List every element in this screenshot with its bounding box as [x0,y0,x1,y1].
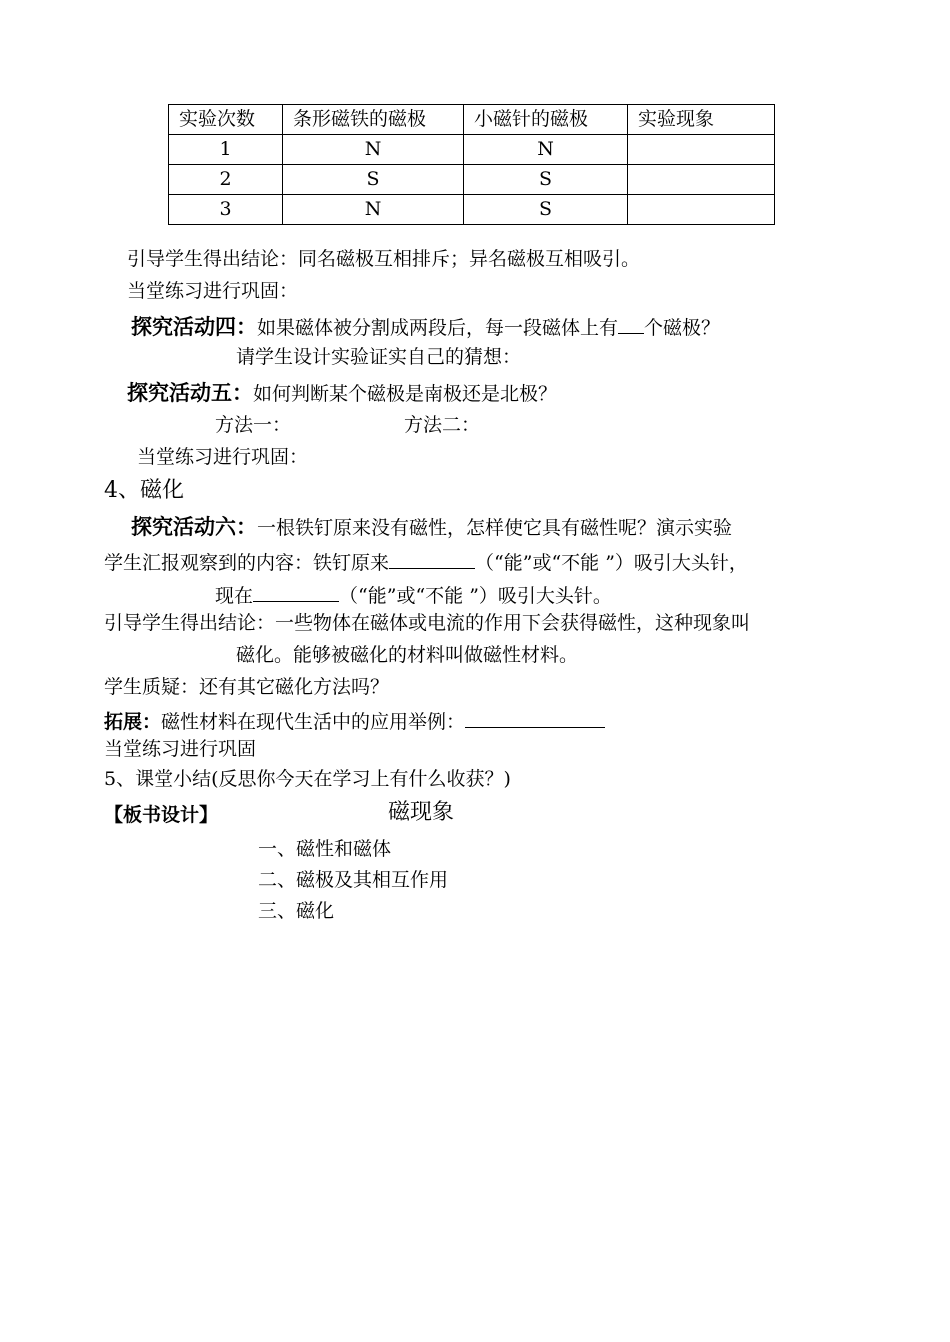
table-row [169,135,775,165]
practice-line: 当堂练习进行巩固： [137,446,309,468]
summary-line: 5、课堂小结(反思你今天在学习上有什么收获？) [104,768,511,790]
header-cell: 实验次数 [169,105,283,135]
header-cell: 小磁针的磁极 [464,105,628,135]
table-cell: 2 [169,165,283,195]
board-title: 磁现象 [388,800,455,825]
activity-four [131,314,720,338]
table-cell: N [283,135,464,165]
extend-label: 拓展： [104,711,162,733]
practice-line: 当堂练习进行巩固： [127,280,299,302]
table-cell [628,135,775,165]
now-text: 现在 [215,585,254,607]
table-cell [628,195,775,225]
report-line [104,549,748,573]
report-text-end: （“能”或“不能 ”）吸引大头针， [475,552,748,574]
conclusion-line: 引导学生得出结论：同名磁极互相排斥；异名磁极互相吸引。 [127,248,641,270]
report-text: 学生汇报观察到的内容：铁钉原来 [104,552,390,574]
activity-text-end: 个磁极？ [644,317,721,339]
experiment-table [168,104,775,225]
table-cell: S [464,195,628,225]
header-cell: 实验现象 [628,105,775,135]
header-cell: 条形磁铁的磁极 [283,105,464,135]
table-cell: S [464,165,628,195]
activity-label: 探究活动四： [131,314,257,339]
table-header-row [169,105,775,135]
board-item: 一、磁性和磁体 [258,838,392,860]
conclusion-line: 引导学生得出结论：一些物体在磁体或电流的作用下会获得磁性，这种现象叫 [104,612,751,634]
activity-text: 如果磁体被分割成两段后，每一段磁体上有 [257,317,619,339]
question-line: 学生质疑：还有其它磁化方法吗？ [104,676,390,698]
table-row [169,195,775,225]
extend-line [104,708,605,732]
method-two: 方法二： [404,414,481,436]
extend-text: 磁性材料在现代生活中的应用举例： [161,711,466,733]
table-row [169,165,775,195]
table-cell: 3 [169,195,283,225]
table-cell: N [283,195,464,225]
answer-blank [389,549,475,569]
board-item: 二、磁极及其相互作用 [258,869,449,891]
activity-six [131,516,732,538]
table-cell: 1 [169,135,283,165]
activity-label: 探究活动六： [131,514,257,539]
answer-blank [253,582,339,602]
section-heading: 4、磁化 [104,478,184,503]
table-cell: S [283,165,464,195]
activity-text: 一根铁钉原来没有磁性，怎样使它具有磁性呢？演示实验 [257,517,733,539]
activity-label: 探究活动五： [127,380,253,405]
table-cell [628,165,775,195]
now-line [215,582,612,606]
board-label: 【板书设计】 [104,804,219,826]
answer-blank [618,314,644,334]
activity-text: 如何判断某个磁极是南极还是北极？ [253,383,558,405]
conclusion-line-cont: 磁化。能够被磁化的材料叫做磁性材料。 [236,644,579,666]
answer-blank [465,708,605,728]
board-item: 三、磁化 [258,900,335,922]
activity-five [127,382,557,404]
now-text-end: （“能”或“不能 ”）吸引大头针。 [339,585,612,607]
activity-four-sub: 请学生设计实验证实自己的猜想： [236,346,522,368]
method-one: 方法一： [215,414,292,436]
practice-line: 当堂练习进行巩固 [104,738,257,760]
table-cell: N [464,135,628,165]
